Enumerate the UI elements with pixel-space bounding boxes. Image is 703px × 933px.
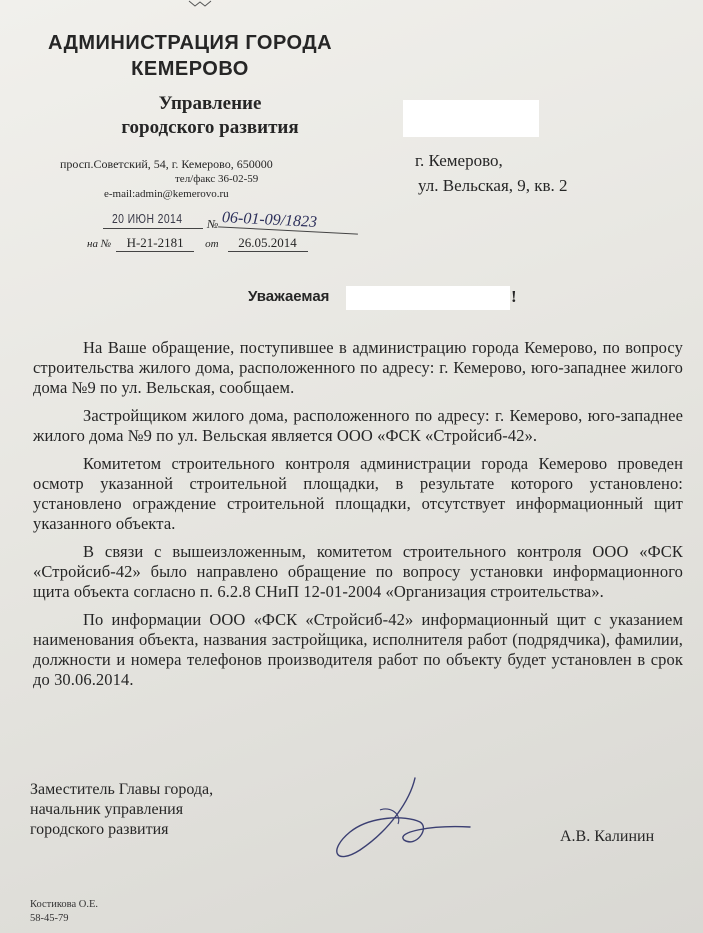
date-underline	[103, 228, 203, 229]
emblem-fragment	[187, 0, 213, 7]
reference-number: Н-21-2181	[116, 235, 194, 252]
redacted-recipient-name	[403, 100, 539, 137]
body-paragraph-5: По информации ООО «ФСК «Стройсиб-42» информационный щит с указанием наименования объекта, названия застройщика, исполнителя работ (подрядчика), фамилии, должности и номера телефонов производителя работ по объекту будет установлен в срок до 30.06.2014.	[33, 610, 683, 689]
recipient-street: ул. Вельская, 9, кв. 2	[418, 176, 568, 195]
executor-phone: 58-45-79	[30, 913, 69, 924]
reference-prefix: на №	[87, 238, 112, 250]
executor-name: Костикова О.Е.	[30, 899, 99, 910]
recipient-city: г. Кемерово,	[415, 151, 503, 170]
body-paragraph-2: Застройщиком жилого дома, расположенного по адресу: г. Кемерово, юго-западнее жилого дома №9 по ул. Вельская является ООО «ФСК «Стройсиб-42».	[33, 406, 683, 445]
executor-block	[30, 898, 98, 926]
signatory-title-line1: Заместитель Главы города,	[30, 781, 214, 798]
body-paragraph-1: На Ваше обращение, поступившее в администрацию города Кемерово, по вопросу строительства жилого дома, расположенного по адресу: г. Кемерово, юго-западнее жилого дома №9 по ул. Вельская, сообщаем.	[33, 338, 683, 397]
letterhead-organization	[30, 30, 350, 82]
recipient-address	[415, 148, 568, 198]
greeting-exclamation: !	[511, 287, 517, 306]
org-name-line1: АДМИНИСТРАЦИЯ ГОРОДА	[47, 32, 333, 54]
greeting-salutation: Уважаемая	[248, 288, 330, 305]
registration-date-stamp: 20 ИЮН 2014	[112, 211, 183, 226]
redacted-greeting-name	[346, 286, 510, 310]
dept-name-line2: городского развития	[121, 117, 299, 138]
handwritten-signature	[320, 770, 490, 880]
signatory-name: А.В. Калинин	[560, 828, 655, 845]
dept-name-line1: Управление	[158, 93, 262, 114]
reference-line	[87, 235, 308, 252]
signatory-title	[30, 780, 213, 840]
reference-from-label: от	[205, 238, 219, 250]
signatory-title-line3: городского развития	[30, 821, 169, 838]
org-address: просп.Советский, 54, г. Кемерово, 650000	[60, 157, 273, 171]
letterhead-contacts	[60, 157, 330, 202]
signatory-title-line2: начальник управления	[30, 801, 184, 818]
org-name-line2: КЕМЕРОВО	[131, 58, 249, 80]
reference-date: 26.05.2014	[228, 235, 308, 252]
letter-body	[33, 338, 683, 698]
org-phone: тел/факс 36-02-59	[175, 173, 259, 185]
letterhead-department	[80, 92, 340, 140]
org-email: e-mail:admin@kemerovo.ru	[104, 188, 229, 200]
registration-number-sign: №	[207, 217, 219, 231]
body-paragraph-4: В связи с вышеизложенным, комитетом строительного контроля ООО «ФСК «Стройсиб-42» было направлено обращение по вопросу установки информационного щита объекта согласно п. 6.2.8 СНиП 12-01-2004 «Организация строительства».	[33, 542, 683, 601]
registration-number-handwritten: 06-01-09/1823	[221, 209, 318, 231]
body-paragraph-3: Комитетом строительного контроля администрации города Кемерово проведен осмотр указанной строительной площадки, в результате которого установлено: установлено ограждение строительной площадки, отсутствует информационный щит указанного объекта.	[33, 454, 683, 533]
